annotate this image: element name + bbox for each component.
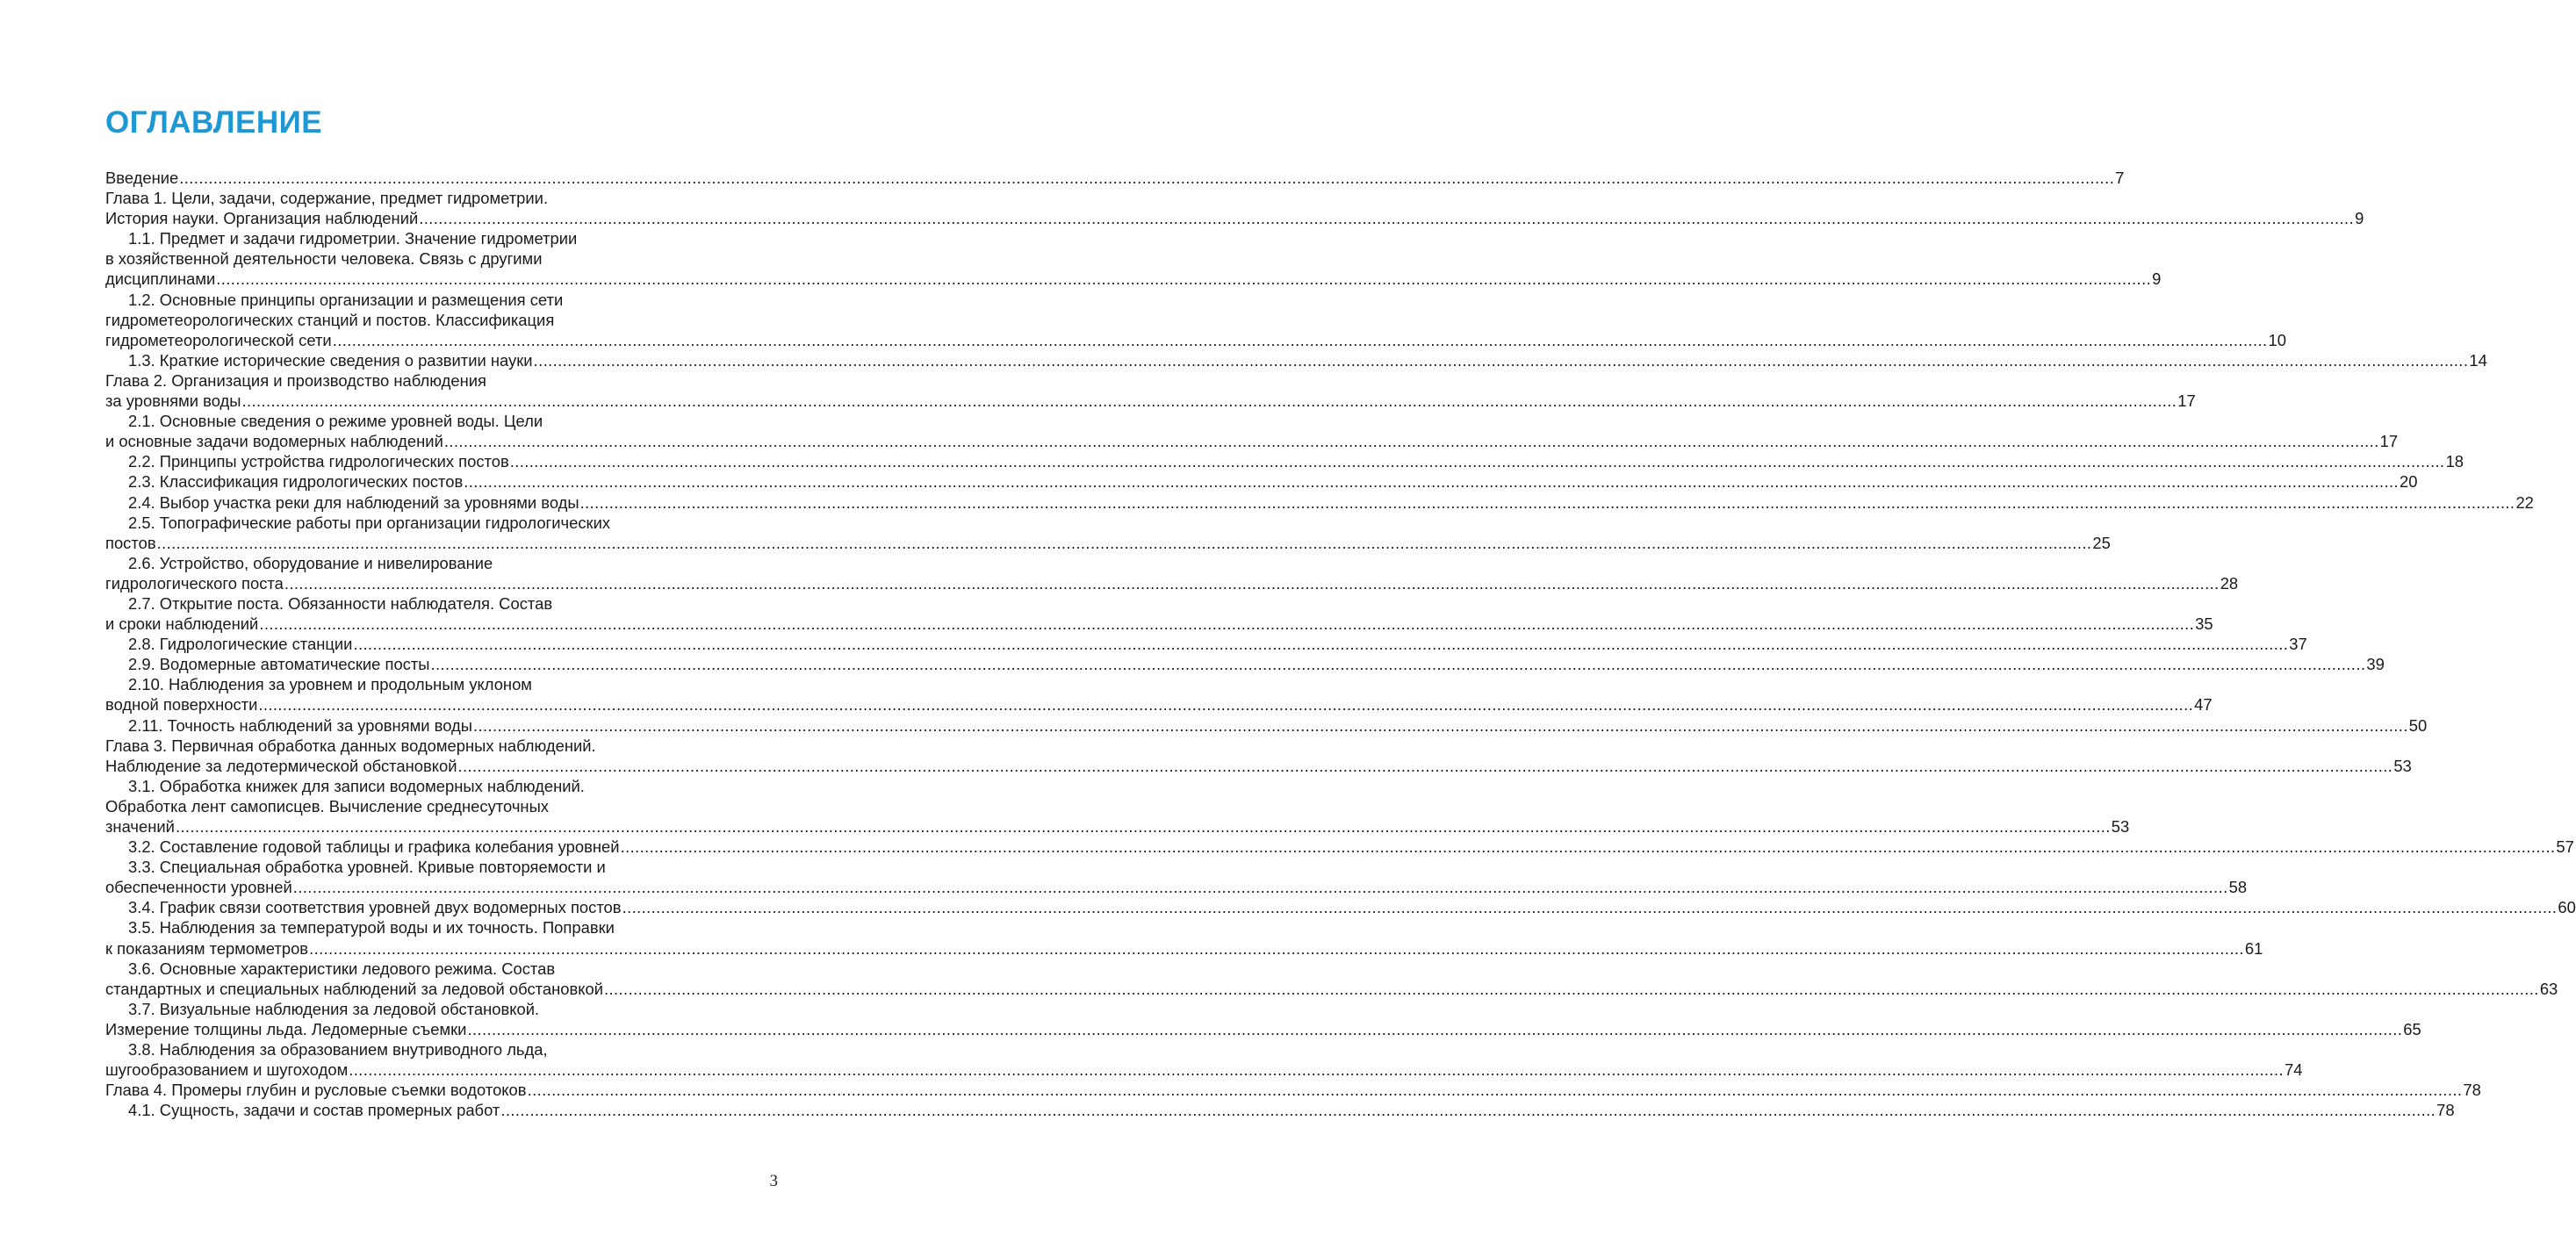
dot-leader: ................................................................................................................................................................................................................................................................................................................................................................................................................ [622,898,2558,917]
toc-entry-text: 1.1. Предмет и задачи гидрометрии. Значение гидрометрии [128,229,578,248]
toc-page-number: 78 [2463,1081,2481,1100]
toc-page-number: 14 [2469,350,2487,370]
toc-entry[interactable] [105,492,2534,513]
toc-entry-text: Глава 2. Организация и производство наблюдения [105,370,486,390]
dot-leader: ................................................................................................................................................................................................................................................................................................................................................................................................................ [349,1060,2285,1080]
toc-page-number: 37 [2289,635,2307,654]
dot-leader: ................................................................................................................................................................................................................................................................................................................................................................................................................ [443,432,2379,451]
toc-entry[interactable] [105,188,2364,228]
dot-leader: ................................................................................................................................................................................................................................................................................................................................................................................................................ [467,1019,2403,1038]
toc-entry[interactable] [105,593,2213,634]
toc-entry-text: в хозяйственной деятельности человека. Связь с другими [105,249,543,269]
toc-entry-text: Измерение толщины льда. Ледомерные съемки [105,1019,467,1038]
dot-leader: ................................................................................................................................................................................................................................................................................................................................................................................................................ [457,756,2393,775]
table-of-contents [105,168,2576,1120]
toc-page-number: 17 [2379,432,2399,451]
toc-entry[interactable] [105,999,2421,1039]
toc-entry-text: Глава 4. Промеры глубин и русловые съемки водотоков [105,1081,527,1100]
dot-leader: ................................................................................................................................................................................................................................................................................................................................................................................................................ [353,635,2289,654]
toc-entry-text: Обработка лент самописцев. Вычисление среднесуточных [105,796,549,815]
dot-leader: ................................................................................................................................................................................................................................................................................................................................................................................................................ [309,938,2244,958]
toc-entry-text: гидрометеорологических станций и постов. Классификация [105,310,555,329]
toc-entry-text: за уровнями воды [105,392,241,411]
toc-page-number: 7 [2115,169,2125,187]
toc-entry-text: стандартных и специальных наблюдений за ледовой обстановкой [105,979,604,998]
toc-entry[interactable] [105,553,2239,593]
dot-leader: ................................................................................................................................................................................................................................................................................................................................................................................................................ [175,817,2111,836]
dot-leader: ................................................................................................................................................................................................................................................................................................................................................................................................................ [533,350,2469,370]
toc-page-number: 63 [2539,979,2558,998]
toc-page-number: 25 [2092,533,2111,552]
toc-entry-text: 2.2. Принципы устройства гидрологических постов [128,452,509,471]
dot-leader: ................................................................................................................................................................................................................................................................................................................................................................................................................ [579,492,2515,512]
toc-entry[interactable] [105,168,2125,188]
dot-leader: ................................................................................................................................................................................................................................................................................................................................................................................................................ [472,715,2408,735]
toc-entry-text: Наблюдение за ледотермической обстановкой [105,756,457,775]
toc-entry-text: постов [105,533,156,552]
toc-page-number: 78 [2436,1101,2455,1120]
toc-page-number: 47 [2194,695,2213,715]
toc-page-number: 61 [2244,938,2263,958]
toc-page-number: 9 [2355,209,2364,228]
toc-page-number: 60 [2558,898,2576,917]
toc-page-number: 57 [2556,837,2574,857]
toc-page-number: 74 [2285,1060,2303,1080]
toc-entry-text: 2.5. Топографические работы при организации гидрологических [128,513,611,532]
toc-entry-text: и сроки наблюдений [105,614,259,634]
toc-page-number: 53 [2393,756,2412,775]
toc-entry[interactable] [105,837,2574,857]
toc-entry[interactable] [105,736,2412,776]
toc-page-number: 58 [2228,878,2248,897]
toc-entry[interactable] [105,451,2464,471]
toc-entry-text: 3.4. График связи соответствия уровней двух водомерных постов [128,898,622,917]
toc-entry-text: 2.3. Классификация гидрологических постов [128,472,464,492]
toc-page-number: 17 [2177,392,2196,411]
toc-entry[interactable] [105,1100,2455,1120]
dot-leader: ................................................................................................................................................................................................................................................................................................................................................................................................................ [527,1081,2463,1100]
toc-entry-text: 3.8. Наблюдения за образованием внутриводного льда, [128,1040,548,1060]
toc-entry-text: водной поверхности [105,695,258,715]
toc-page-number: 9 [2152,269,2162,289]
toc-page-number: 65 [2403,1019,2421,1038]
page-title: ОГЛАВЛЕНИЕ [105,105,323,140]
toc-page-number: 28 [2220,573,2239,593]
toc-page-number: 35 [2195,614,2213,634]
toc-entry[interactable] [105,1039,2303,1080]
toc-page-number: 53 [2111,817,2130,836]
toc-entry-text: гидрологического поста [105,573,284,593]
toc-entry-text: 2.11. Точность наблюдений за уровнями воды [128,715,472,735]
toc-entry[interactable] [105,513,2111,553]
toc-entry[interactable] [105,228,2162,289]
toc-page-number: 20 [2400,472,2418,492]
toc-entry-text: 2.8. Гидрологические станции [128,635,353,654]
dot-leader: ................................................................................................................................................................................................................................................................................................................................................................................................................ [284,573,2220,593]
toc-entry[interactable] [105,350,2487,370]
toc-entry-text: к показаниям термометров [105,938,309,958]
toc-page-number: 22 [2515,492,2534,512]
toc-entry-text: 1.3. Краткие исторические сведения о развитии науки [128,350,533,370]
dot-leader: ................................................................................................................................................................................................................................................................................................................................................................................................................ [430,655,2366,674]
dot-leader: ................................................................................................................................................................................................................................................................................................................................................................................................................ [216,269,2152,289]
toc-entry[interactable] [105,857,2248,897]
toc-entry-text: Глава 3. Первичная обработка данных водомерных наблюдений. [105,736,596,755]
toc-entry-text: значений [105,817,175,836]
page-number: 3 [769,1172,778,1190]
toc-entry-text: 3.7. Визуальные наблюдения за ледовой обстановкой. [128,999,540,1018]
toc-entry-text: 3.6. Основные характеристики ледового режима. Состав [128,959,556,978]
toc-entry[interactable] [105,917,2263,958]
toc-page-number: 50 [2408,715,2428,735]
toc-entry-text: гидрометеорологической сети [105,330,332,349]
dot-leader: ................................................................................................................................................................................................................................................................................................................................................................................................................ [604,979,2539,998]
toc-entry[interactable] [105,674,2213,715]
dot-leader: ................................................................................................................................................................................................................................................................................................................................................................................................................ [500,1101,2436,1120]
toc-entry-text: 2.4. Выбор участка реки для наблюдений за уровнями воды [128,492,579,512]
toc-entry-text: 3.3. Специальная обработка уровней. Кривые повторяемости и [128,858,606,877]
toc-entry-text: 2.7. Открытие поста. Обязанности наблюдателя. Состав [128,593,553,613]
toc-entry-text: шугообразованием и шугоходом [105,1060,349,1080]
dot-leader: ................................................................................................................................................................................................................................................................................................................................................................................................................ [419,209,2355,228]
dot-leader: ................................................................................................................................................................................................................................................................................................................................................................................................................ [156,533,2092,552]
toc-entry-text: Введение [105,169,179,187]
toc-entry[interactable] [105,471,2418,492]
toc-entry-text: 4.1. Сущность, задачи и состав промерных работ [128,1101,500,1120]
toc-entry-text: и основные задачи водомерных наблюдений [105,432,443,451]
dot-leader: ................................................................................................................................................................................................................................................................................................................................................................................................................ [292,878,2228,897]
toc-entry[interactable] [105,370,2196,411]
dot-leader: ................................................................................................................................................................................................................................................................................................................................................................................................................ [509,452,2445,471]
dot-leader: ................................................................................................................................................................................................................................................................................................................................................................................................................ [332,330,2268,349]
toc-entry-text: 1.2. Основные принципы организации и размещения сети [128,290,564,309]
toc-entry[interactable] [105,290,2286,350]
toc-entry-text: дисциплинами [105,269,216,289]
toc-entry-text: 2.9. Водомерные автоматические посты [128,655,430,674]
toc-entry-text: обеспеченности уровней [105,878,292,897]
toc-entry[interactable] [105,654,2385,674]
toc-entry[interactable] [105,897,2576,917]
dot-leader: ................................................................................................................................................................................................................................................................................................................................................................................................................ [464,472,2400,492]
toc-page-number: 18 [2445,452,2464,471]
toc-entry[interactable] [105,959,2558,999]
dot-leader: ................................................................................................................................................................................................................................................................................................................................................................................................................ [259,614,2195,634]
toc-page-number: 39 [2366,655,2385,674]
toc-entry-text: 2.1. Основные сведения о режиме уровней воды. Цели [128,412,543,431]
toc-entry-text: 2.10. Наблюдения за уровнем и продольным уклоном [128,675,532,694]
dot-leader: ................................................................................................................................................................................................................................................................................................................................................................................................................ [241,392,2177,411]
toc-entry-text: Глава 1. Цели, задачи, содержание, предмет гидрометрии. [105,189,549,208]
dot-leader: ................................................................................................................................................................................................................................................................................................................................................................................................................ [179,169,2115,187]
toc-entry[interactable] [105,634,2307,654]
toc-entry-text: История науки. Организация наблюдений [105,209,419,228]
toc-entry-text: 3.2. Составление годовой таблицы и графика колебания уровней [128,837,620,857]
toc-entry-text: 2.6. Устройство, оборудование и нивелирование [128,553,493,572]
toc-entry[interactable] [105,715,2428,736]
toc-page-number: 10 [2268,330,2286,349]
toc-entry[interactable] [105,1080,2481,1100]
toc-entry-text: 3.1. Обработка книжек для записи водомерных наблюдений. [128,776,585,795]
toc-entry[interactable] [105,411,2399,451]
dot-leader: ................................................................................................................................................................................................................................................................................................................................................................................................................ [620,837,2556,857]
toc-entry-text: 3.5. Наблюдения за температурой воды и их точность. Поправки [128,918,615,938]
toc-entry[interactable] [105,776,2130,837]
dot-leader: ................................................................................................................................................................................................................................................................................................................................................................................................................ [258,695,2194,715]
